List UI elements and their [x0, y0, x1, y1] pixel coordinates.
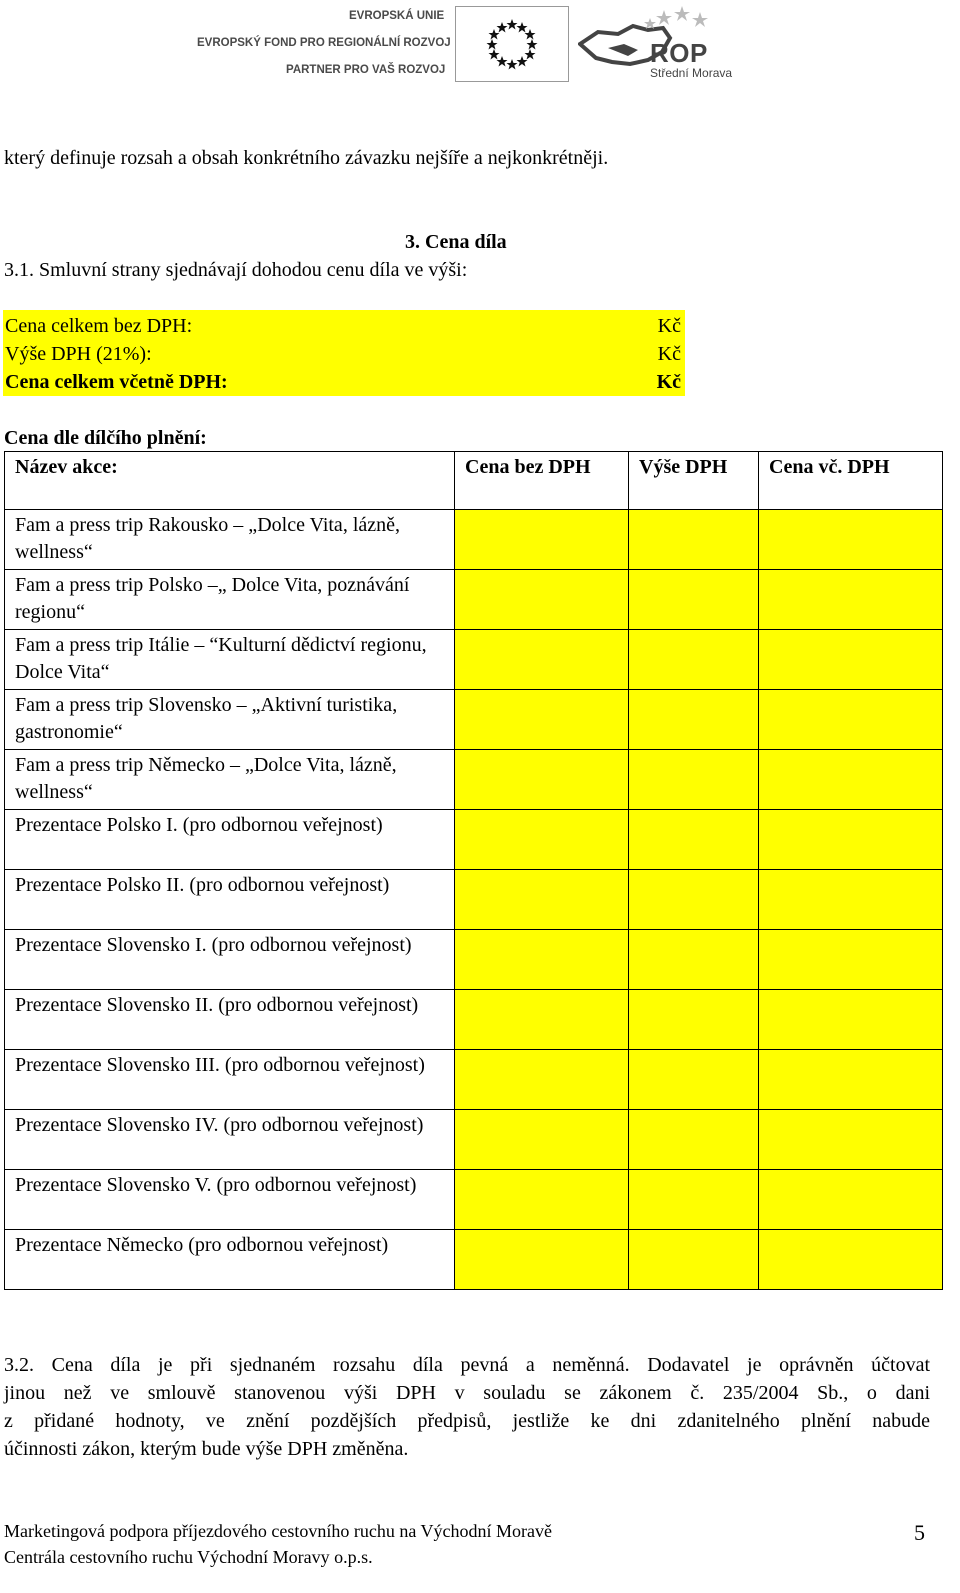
- row-name: Fam a press trip Polsko –„ Dolce Vita, poznávání regionu“: [5, 570, 455, 630]
- vat-cell[interactable]: [629, 990, 759, 1050]
- partner-label: PARTNER PRO VAŠ ROZVOJ: [286, 64, 446, 76]
- clause-3-2-line: jinou než ve smlouvě stanovenou výši DPH v souladu se zákonem č. 235/2004 Sb., o dani: [4, 1382, 930, 1404]
- clause-3-1: 3.1. Smluvní strany sjednávají dohodou cenu díla ve výši:: [4, 259, 468, 281]
- table-header-row: [5, 452, 943, 510]
- table-row: [5, 810, 943, 870]
- vat-cell[interactable]: [629, 1230, 759, 1290]
- table-row: [5, 750, 943, 810]
- clause-3-2-line: účinnosti zákon, kterým bude výše DPH změněna.: [4, 1438, 409, 1460]
- column-header-name: Název akce:: [5, 452, 455, 510]
- net-price-cell[interactable]: [455, 1230, 629, 1290]
- clause-3-2: [4, 1351, 930, 1463]
- vat-cell[interactable]: [629, 1050, 759, 1110]
- footer: [4, 1518, 552, 1570]
- row-name: Fam a press trip Slovensko – „Aktivní turistika, gastronomie“: [5, 690, 455, 750]
- table-row: [5, 570, 943, 630]
- table-row: [5, 690, 943, 750]
- summary-label: Výše DPH (21%):: [5, 343, 152, 365]
- vat-cell[interactable]: [629, 630, 759, 690]
- net-price-cell[interactable]: [455, 750, 629, 810]
- clause-3-2-line: z přidané hodnoty, ve znění pozdějších předpisů, jestliže ke dni zdanitelného plnění nabude: [4, 1410, 930, 1432]
- partial-heading: Cena dle dílčího plnění:: [4, 427, 207, 449]
- intro-line: který definuje rozsah a obsah konkrétního závazku nejšíře a nejkonkrétněji.: [4, 147, 609, 169]
- table-row: [5, 930, 943, 990]
- eu-flag-icon: [455, 6, 569, 82]
- vat-cell[interactable]: [629, 750, 759, 810]
- table-row: [5, 1050, 943, 1110]
- vat-cell[interactable]: [629, 510, 759, 570]
- row-name: Prezentace Slovensko II. (pro odbornou veřejnost): [5, 990, 455, 1050]
- row-name: Prezentace Slovensko IV. (pro odbornou veřejnost): [5, 1110, 455, 1170]
- table-row: [5, 1170, 943, 1230]
- net-price-cell[interactable]: [455, 690, 629, 750]
- gross-price-cell[interactable]: [759, 990, 943, 1050]
- column-header-net: Cena bez DPH: [455, 452, 629, 510]
- vat-cell[interactable]: [629, 810, 759, 870]
- vat-cell[interactable]: [629, 1110, 759, 1170]
- gross-price-cell[interactable]: [759, 1050, 943, 1110]
- vat-cell[interactable]: [629, 570, 759, 630]
- net-price-cell[interactable]: [455, 1050, 629, 1110]
- net-price-cell[interactable]: [455, 570, 629, 630]
- gross-price-cell[interactable]: [759, 750, 943, 810]
- gross-price-cell[interactable]: [759, 930, 943, 990]
- table-row: [5, 1110, 943, 1170]
- footer-project: Marketingová podpora příjezdového cestovního ruchu na Východní Moravě: [4, 1521, 553, 1541]
- gross-price-cell[interactable]: [759, 810, 943, 870]
- vat-cell[interactable]: [629, 1170, 759, 1230]
- net-price-cell[interactable]: [455, 810, 629, 870]
- net-price-cell[interactable]: [455, 930, 629, 990]
- row-name: Prezentace Německo (pro odbornou veřejnost): [5, 1230, 455, 1290]
- summary-currency: Kč: [656, 371, 681, 393]
- net-price-cell[interactable]: [455, 630, 629, 690]
- summary-label: Cena celkem bez DPH:: [5, 315, 193, 337]
- column-header-gross: Cena vč. DPH: [759, 452, 943, 510]
- net-price-cell[interactable]: [455, 870, 629, 930]
- vat-cell[interactable]: [629, 690, 759, 750]
- gross-price-cell[interactable]: [759, 570, 943, 630]
- row-name: Prezentace Polsko I. (pro odbornou veřejnost): [5, 810, 455, 870]
- row-name: Prezentace Slovensko III. (pro odbornou veřejnost): [5, 1050, 455, 1110]
- gross-price-cell[interactable]: [759, 630, 943, 690]
- gross-price-cell[interactable]: [759, 510, 943, 570]
- gross-price-cell[interactable]: [759, 870, 943, 930]
- column-header-vat: Výše DPH: [629, 452, 759, 510]
- row-name: Prezentace Slovensko I. (pro odbornou veřejnost): [5, 930, 455, 990]
- net-price-cell[interactable]: [455, 990, 629, 1050]
- gross-price-cell[interactable]: [759, 1230, 943, 1290]
- gross-price-cell[interactable]: [759, 1110, 943, 1170]
- rop-subtitle: Střední Morava: [650, 66, 733, 80]
- vat-cell[interactable]: [629, 930, 759, 990]
- page-number: 5: [914, 1520, 925, 1545]
- eu-label: EVROPSKÁ UNIE: [349, 10, 445, 22]
- summary-currency: Kč: [657, 315, 681, 337]
- table-row: [5, 870, 943, 930]
- summary-label: Cena celkem včetně DPH:: [5, 371, 228, 393]
- row-name: Fam a press trip Rakousko – „Dolce Vita, lázně, wellness“: [5, 510, 455, 570]
- table-row: [5, 1230, 943, 1290]
- gross-price-cell[interactable]: [759, 1170, 943, 1230]
- price-summary: [3, 310, 685, 396]
- partial-price-table: [4, 451, 943, 1290]
- row-name: Prezentace Polsko II. (pro odbornou veřejnost): [5, 870, 455, 930]
- net-price-cell[interactable]: [455, 1170, 629, 1230]
- table-row: [5, 990, 943, 1050]
- row-name: Prezentace Slovensko V. (pro odbornou veřejnost): [5, 1170, 455, 1230]
- footer-organization: Centrála cestovního ruchu Východní Moravy o.p.s.: [4, 1547, 373, 1567]
- row-name: Fam a press trip Itálie – “Kulturní dědictví regionu, Dolce Vita“: [5, 630, 455, 690]
- clause-3-2-line: 3.2. Cena díla je při sjednaném rozsahu díla pevná a neměnná. Dodavatel je oprávněn účtovat: [4, 1354, 930, 1376]
- erdf-label: EVROPSKÝ FOND PRO REGIONÁLNÍ ROZVOJ: [197, 37, 451, 49]
- summary-currency: Kč: [657, 343, 681, 365]
- row-name: Fam a press trip Německo – „Dolce Vita, lázně, wellness“: [5, 750, 455, 810]
- vat-cell[interactable]: [629, 870, 759, 930]
- rop-title: ROP: [650, 38, 708, 68]
- net-price-cell[interactable]: [455, 1110, 629, 1170]
- table-row: [5, 630, 943, 690]
- section-heading: 3. Cena díla: [405, 231, 507, 253]
- gross-price-cell[interactable]: [759, 690, 943, 750]
- net-price-cell[interactable]: [455, 510, 629, 570]
- table-row: [5, 510, 943, 570]
